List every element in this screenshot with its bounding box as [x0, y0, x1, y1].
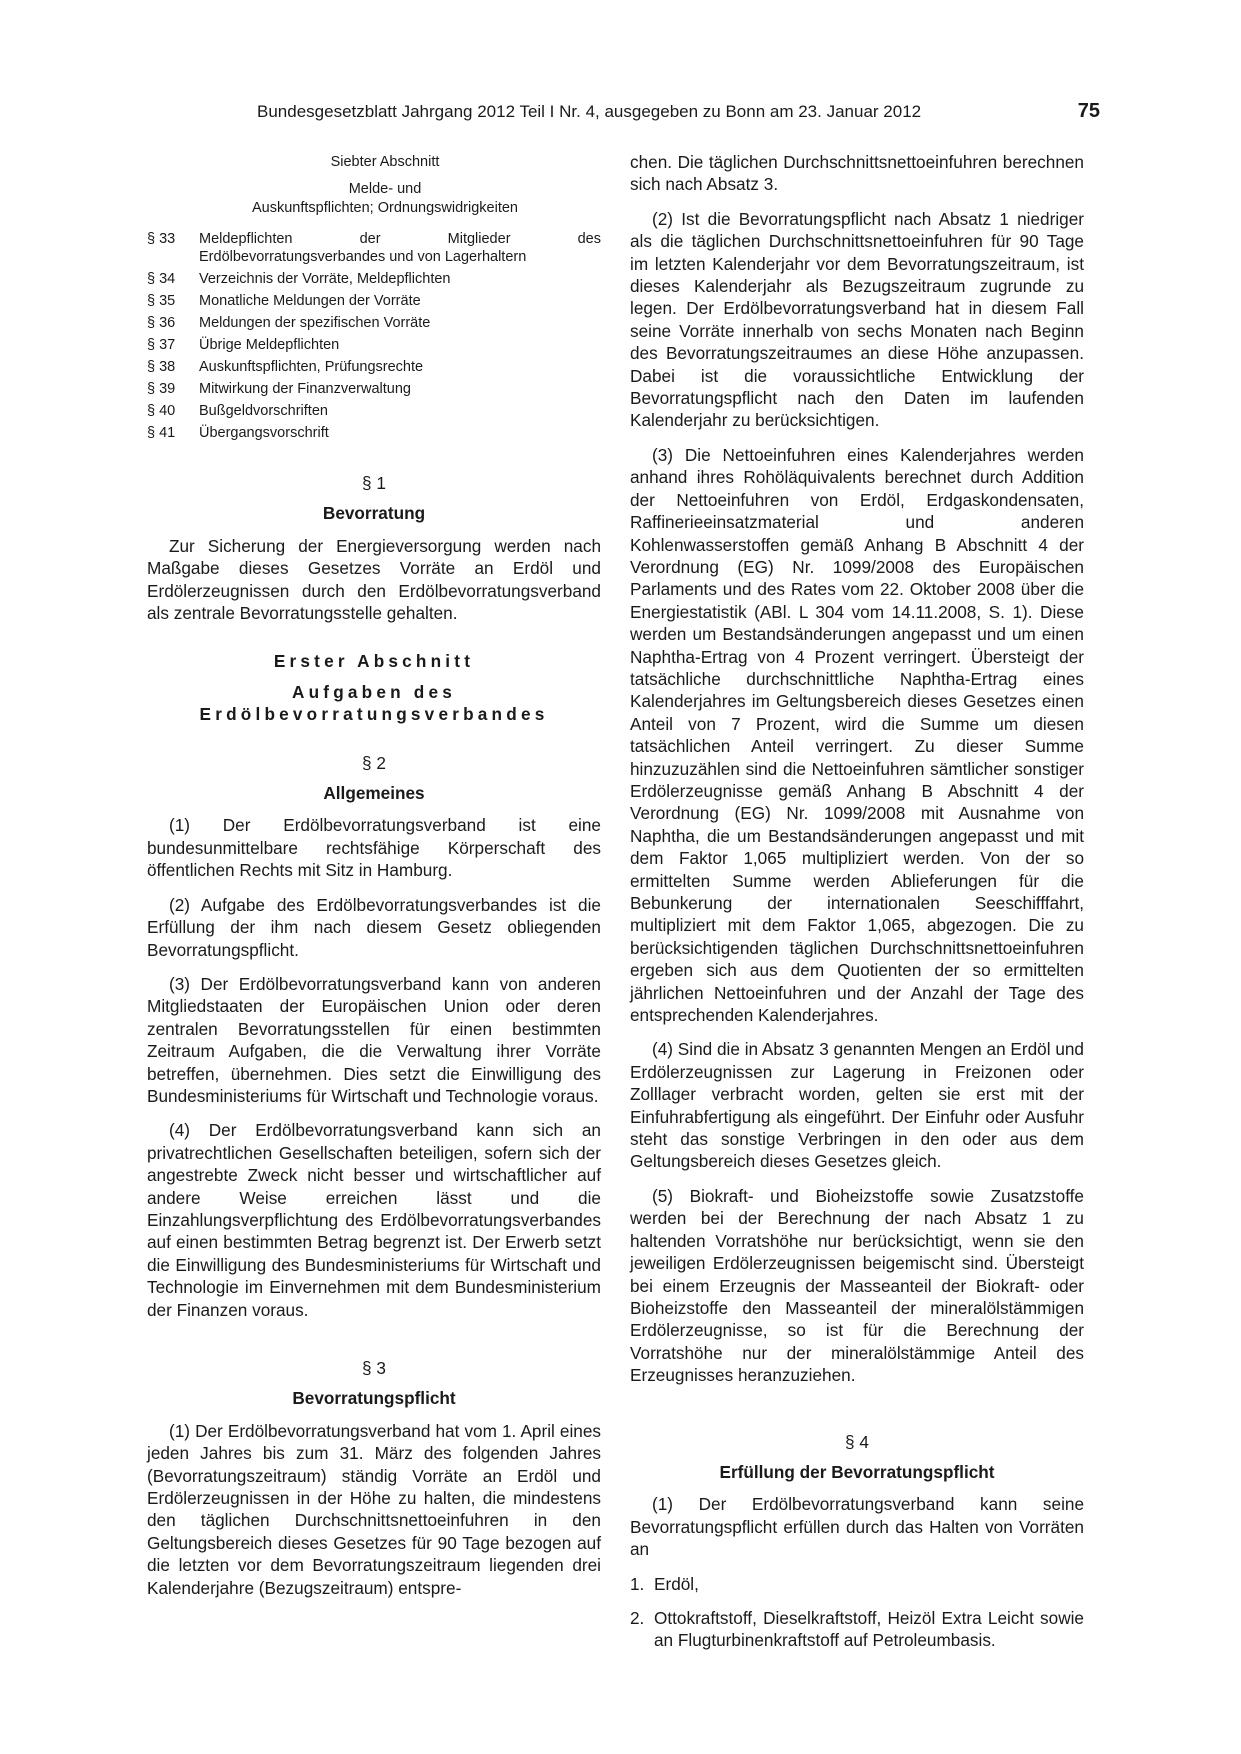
paragraph-3-abs3: (3) Die Nettoeinfuhren eines Kalenderjahres werden anhand ihres Rohöläquivalents berechnet durch Addition der Nettoeinfuhren von Erdöl, Erdgaskondensaten, Raffinerieeinsatzmaterial und anderen Kohlenwasserstoffen gemäß Anhang B Abschnitt 4 der Verordnung (EG) Nr. 1099/2008 des Europäischen Parlaments und des Rates vom 22. Oktober 2008 über die Energiestatistik (ABl. L 304 vom 14.11.2008, S. 1). Diese werden um Bestandsänderungen angepasst und um einen Naphtha-Ertrag von 4 Prozent verringert. Übersteigt der tatsächliche durchschnittliche Naphtha-Ertrag eines Kalenderjahres im Geltungsbereich dieses Gesetzes einen Anteil von 7 Prozent, wird die Summe um diesen tatsächlichen Anteil verringert. Zu dieser Summe hinzuzuzählen sind die Nettoeinfuhren sämtlicher sonstiger Erdölerzeugnisse gemäß Anhang B Abschnitt 4 der Verordnung (EG) Nr. 1099/2008 mit Ausnahme von Naphtha, die um Bestandsänderungen angepasst und mit dem Faktor 1,065 multipliziert werden. Von der so ermittelten Summe werden Ablieferungen für die Bebunkerung der internationalen Seeschifffahrt, multipliziert mit dem Faktor 1,065, abgezogen. Die zu berücksichtigenden täglichen Durchschnittsnettoeinfuhren ergeben sich aus dem Quotienten der so ermittelten jährlichen Nettoeinfuhren und der Anzahl der Tage des entsprechenden Kalenderjahres. [630, 444, 1084, 1026]
toc-num: § 40 [147, 403, 176, 419]
paragraph-1-number: § 1 [362, 473, 386, 493]
toc-list [147, 230, 601, 442]
toc-num: § 34 [147, 271, 176, 287]
toc-item [147, 314, 601, 332]
toc-text: Auskunftspflichten, Prüfungsrechte [199, 359, 424, 375]
toc-item [147, 230, 601, 266]
toc-item [147, 380, 601, 398]
section7-subtitle-line1: Melde- und [348, 181, 422, 197]
paragraph-4-title: Erfüllung der Bevorratungspflicht [719, 1461, 995, 1482]
toc-num: § 37 [147, 337, 176, 353]
toc-num: § 41 [147, 425, 176, 441]
right-column [630, 151, 1084, 1664]
list-item-text: Erdöl, [654, 1573, 699, 1594]
toc-item [147, 292, 601, 310]
paragraph-3-abs2: (2) Ist die Bevorratungspflicht nach Absatz 1 niedriger als die täglichen Durchschnittsnettoeinfuhren für 90 Tage im letzten Kalenderjahr vor dem Bevorratungszeitraum, ist dieses Kalenderjahr als Bezugszeitraum zugrunde zu legen. Der Erdölbevorratungsverband hat in diesem Fall seine Vorräte innerhalb von sechs Monaten nach Beginn des Bevorratungszeitraumes an diese Höhe anzupassen. Dabei ist die voraussichtliche Entwicklung der Bevorratungspflicht nach den Daten im laufenden Kalenderjahr zu berücksichtigen. [630, 208, 1084, 431]
toc-text: Bußgeldvorschriften [199, 403, 328, 419]
paragraph-4-list [630, 1573, 1084, 1652]
paragraph-2-title: Allgemeines [323, 783, 425, 804]
section1-heading: Erster Abschnitt [273, 651, 475, 672]
paragraph-2-abs4: (4) Der Erdölbevorratungsverband kann sich an privatrechtlichen Gesellschaften beteiligen, sofern sich der angestrebte Zweck nicht besser und wirtschaftlicher auf andere Weise erreichen lässt und die Einzahlungsverpflichtung des Erdölbevorratungsverbandes auf einen bestimmten Betrag begrenzt ist. Der Erwerb setzt die Einwilligung des Bundesministeriums für Wirtschaft und Technologie im Einvernehmen mit dem Bundesministerium der Finanzen voraus. [147, 1120, 601, 1320]
paragraph-3-abs5: (5) Biokraft- und Bioheizstoffe sowie Zusatzstoffe werden bei der Berechnung der nach Absatz 1 zu haltenden Vorratshöhe nur berücksichtigt, wenn sie den jeweiligen Erdölerzeugnissen beigemischt sind. Übersteigt bei einem Erzeugnis der Masseanteil der Biokraft- oder Bioheizstoffe den Masseanteil der mineralölstämmigen Erdölerzeugnisse, so ist für die Berechnung der Vorratshöhe nur der mineralölstämmige Anteil des Erzeugnisses heranzuziehen. [630, 1185, 1084, 1386]
paragraph-3-abs1: (1) Der Erdölbevorratungsverband hat vom 1. April eines jeden Jahres bis zum 31. März des folgenden Jahres (Bevorratungszeitraum) ständig Vorräte an Erdöl und Erdölerzeugnissen in der Höhe zu halten, die mindestens den täglichen Durchschnittsnettoeinfuhren in den Geltungsbereich dieses Gesetzes für 90 Tage bezogen auf die letzten vor dem Bevorratungszeitraum liegenden drei Kalenderjahre (Bezugszeitraum) entspre- [147, 1420, 601, 1598]
toc-num: § 33 [147, 231, 176, 247]
paragraph-3-number: § 3 [362, 1358, 386, 1378]
toc-item [147, 336, 601, 354]
list-item [630, 1573, 1084, 1595]
section7-subtitle [147, 180, 601, 218]
paragraph-2-number: § 2 [362, 752, 386, 773]
paragraph-3-title: Bevorratungspflicht [292, 1388, 456, 1409]
list-item-number: 2. [630, 1607, 645, 1628]
paragraph-2-abs2: (2) Aufgabe des Erdölbevorratungsverbandes ist die Erfüllung der ihm nach diesem Gesetz obliegenden Bevorratungspflicht. [147, 894, 601, 960]
paragraph-1-text: Zur Sicherung der Energieversorgung werden nach Maßgabe dieses Gesetzes Vorräte an Erdöl und Erdölerzeugnissen durch den Erdölbevorratungsverband als zentrale Bevorratungsstelle gehalten. [147, 535, 601, 624]
toc-text: Meldepflichten der Mitglieder des Erdölbevorratungsverbandes und von Lagerhaltern [199, 231, 601, 265]
left-column [147, 151, 601, 1611]
toc-text: Mitwirkung der Finanzverwaltung [199, 381, 411, 397]
list-item-text: Ottokraftstoff, Dieselkraftstoff, Heizöl Extra Leicht sowie an Flugturbinenkraftstoff auf Petroleumbasis. [654, 1607, 1084, 1651]
paragraph-4-abs1: (1) Der Erdölbevorratungsverband kann seine Bevorratungspflicht erfüllen durch das Halten von Vorräten an [630, 1494, 1084, 1560]
toc-num: § 35 [147, 293, 176, 309]
toc-item [147, 402, 601, 420]
section7-subtitle-line2: Auskunftspflichten; Ordnungswidrigkeiten [252, 200, 518, 216]
toc-num: § 38 [147, 359, 176, 375]
toc-text: Verzeichnis der Vorräte, Meldepflichten [199, 271, 451, 287]
toc-text: Meldungen der spezifischen Vorräte [199, 315, 431, 331]
page-number: 75 [1077, 100, 1100, 122]
list-item-number: 1. [630, 1573, 645, 1594]
toc-num: § 36 [147, 315, 176, 331]
toc-text: Übergangsvorschrift [199, 425, 329, 441]
toc-item [147, 358, 601, 376]
toc-text: Übrige Meldepflichten [199, 337, 340, 353]
section1-title-line1: Aufgaben des [291, 681, 457, 702]
page-header [150, 100, 1100, 130]
toc-num: § 39 [147, 381, 176, 397]
toc-text: Monatliche Meldungen der Vorräte [199, 293, 421, 309]
section1-title-line2: Erdölbevorratungsverbandes [199, 704, 549, 725]
paragraph-2-abs1: (1) Der Erdölbevorratungsverband ist eine bundesunmittelbare rechtsfähige Körperschaft des öffentlichen Rechts mit Sitz in Hamburg. [147, 815, 601, 881]
paragraph-4-number: § 4 [845, 1431, 869, 1452]
list-item [630, 1607, 1084, 1652]
paragraph-3-abs1-continued: chen. Die täglichen Durchschnittsnettoeinfuhren berechnen sich nach Absatz 3. [630, 152, 1084, 195]
paragraph-1-title: Bevorratung [322, 503, 426, 524]
header-title: Bundesgesetzblatt Jahrgang 2012 Teil I Nr. 4, ausgegeben zu Bonn am 23. Januar 2012 [257, 102, 922, 121]
toc-item [147, 424, 601, 442]
toc-item [147, 270, 601, 288]
paragraph-3-abs4: (4) Sind die in Absatz 3 genannten Mengen an Erdöl und Erdölerzeugnissen zur Lagerung in Freizonen oder Zolllager verbracht worden, gelten sie erst mit der Einfuhrabfertigung als eingeführt. Der Einfuhr oder Ausfuhr steht das sonstige Verbringen in den oder aus dem Geltungsbereich dieses Gesetzes gleich. [630, 1039, 1084, 1172]
paragraph-2-abs3: (3) Der Erdölbevorratungsverband kann von anderen Mitgliedstaaten der Europäischen Union oder deren zentralen Bevorratungsstellen für einen bestimmten Zeitraum Aufgaben, die die Verwaltung ihrer Vorräte betreffen, übernehmen. Dies setzt die Einwilligung des Bundesministeriums für Wirtschaft und Technologie voraus. [147, 973, 601, 1106]
section7-title: Siebter Abschnitt [330, 154, 440, 170]
